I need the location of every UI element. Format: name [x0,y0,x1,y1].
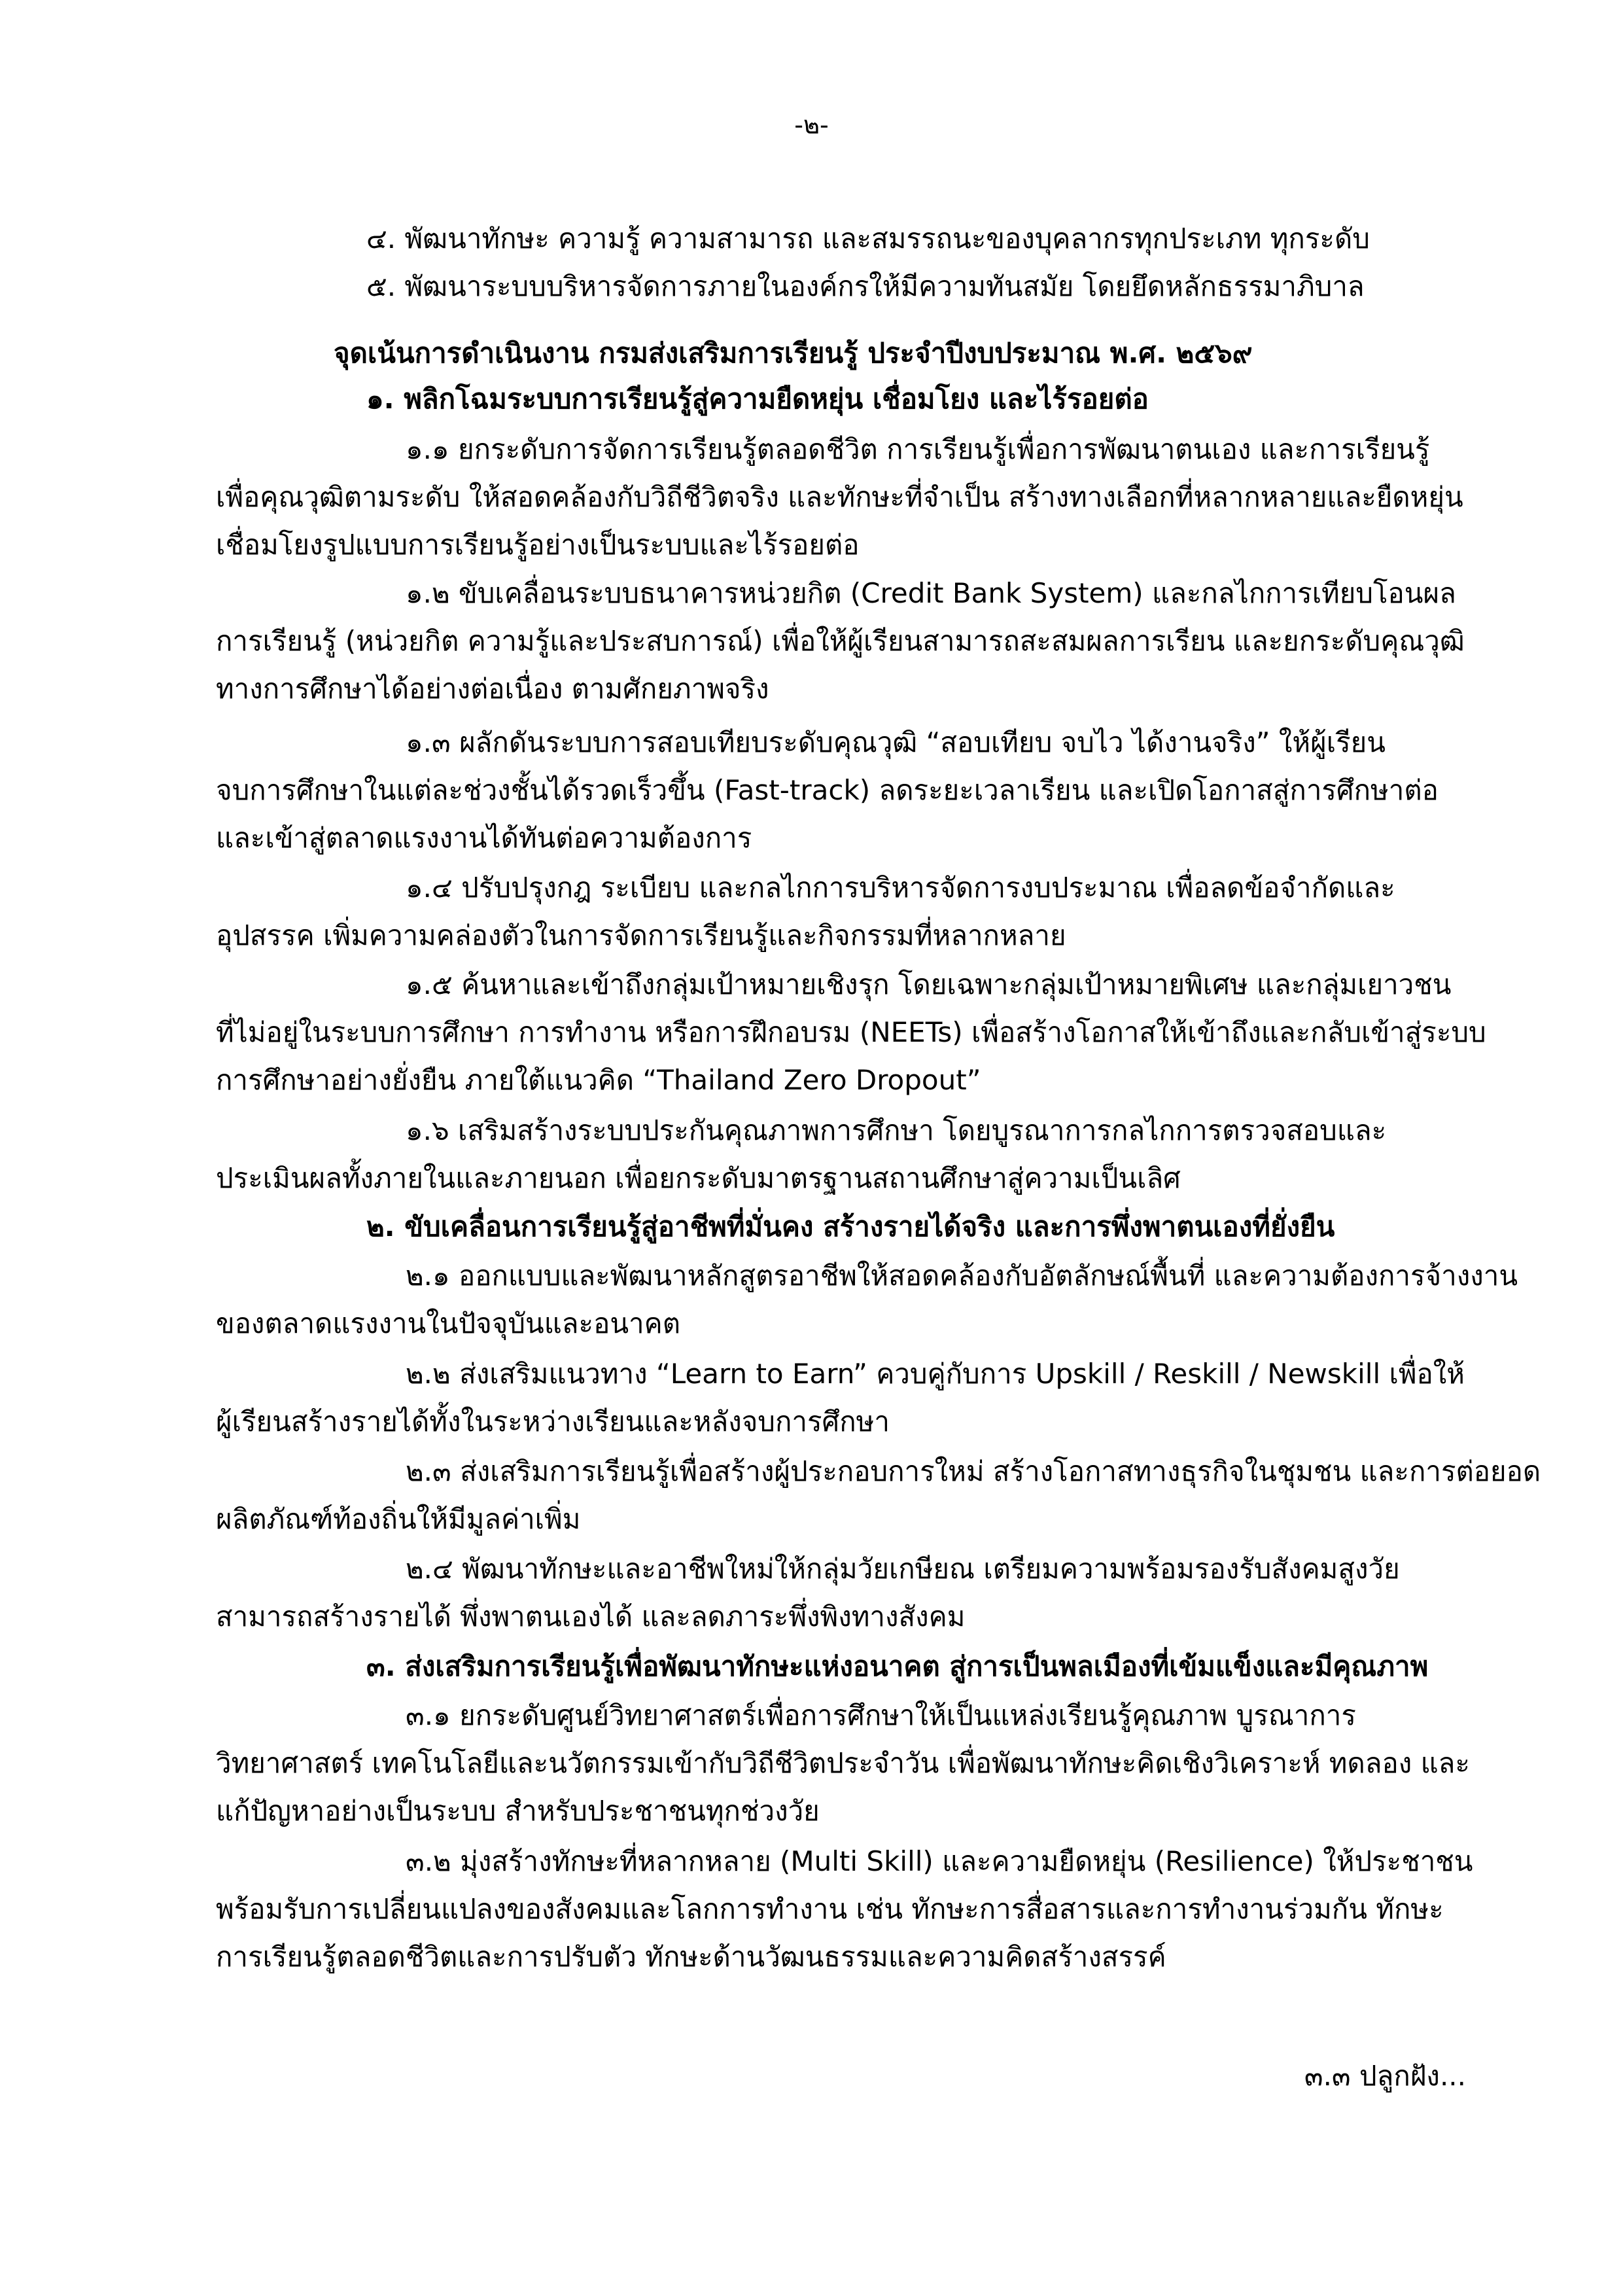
paragraph-line: ๓.๑ ยกระดับศูนย์วิทยาศาสตร์เพื่อการศึกษาให้เป็นแหล่งเรียนรู้คุณภาพ บูรณาการ [406,1699,1356,1731]
intro-item-4: ๔. พัฒนาทักษะ ความรู้ ความสามารถ และสมรรถนะของบุคลากรทุกประเภท ทุกระดับ [366,222,1370,255]
paragraph-line: สามารถสร้างรายได้ พึ่งพาตนเองได้ และลดภาระพึ่งพิงทางสังคม [216,1600,966,1633]
paragraph-line: ๒.๒ ส่งเสริมแนวทาง “Learn to Earn” ควบคู่กับการ Upskill / Reskill / Newskill เพื่อให้ [406,1358,1465,1390]
page-number: -๒- [794,111,829,139]
topic-heading: ๓. ส่งเสริมการเรียนรู้เพื่อพัฒนาทักษะแห่งอนาคต สู่การเป็นพลเมืองที่เข้มแข็งและมีคุณภาพ [366,1650,1429,1682]
topic-heading: ๑. พลิกโฉมระบบการเรียนรู้สู่ความยืดหยุ่น เชื่อมโยง และไร้รอยต่อ [366,383,1149,415]
paragraph-line: ๑.๖ เสริมสร้างระบบประกันคุณภาพการศึกษา โดยบูรณาการกลไกการตรวจสอบและ [406,1114,1387,1146]
paragraph-line: ๑.๕ ค้นหาและเข้าถึงกลุ่มเป้าหมายเชิงรุก โดยเฉพาะกลุ่มเป้าหมายพิเศษ และกลุ่มเยาวชน [406,968,1452,1000]
paragraph-line: ประเมินผลทั้งภายในและภายนอก เพื่อยกระดับมาตรฐานสถานศึกษาสู่ความเป็นเลิศ [216,1162,1181,1194]
paragraph-line: พร้อมรับการเปลี่ยนแปลงของสังคมและโลกการทำงาน เช่น ทักษะการสื่อสารและการทำงานร่วมกัน ทักษะ [216,1893,1444,1925]
paragraph-line: ของตลาดแรงงานในปัจจุบันและอนาคต [216,1307,680,1339]
paragraph-line: ผู้เรียนสร้างรายได้ทั้งในระหว่างเรียนและหลังจบการศึกษา [216,1405,890,1438]
paragraph-line: ๑.๒ ขับเคลื่อนระบบธนาคารหน่วยกิต (Credit Bank System) และกลไกการเทียบโอนผล [406,577,1456,609]
paragraph-line: วิทยาศาสตร์ เทคโนโลยีและนวัตกรรมเข้ากับวิถีชีวิตประจำวัน เพื่อพัฒนาทักษะคิดเชิงวิเคราะห์ ทดลอง และ [216,1747,1470,1779]
section-title: จุดเน้นการดำเนินงาน กรมส่งเสริมการเรียนรู้ ประจำปีงบประมาณ พ.ศ. ๒๕๖๙ [334,337,1253,369]
paragraph-line: การเรียนรู้ตลอดชีวิตและการปรับตัว ทักษะด้านวัฒนธรรมและความคิดสร้างสรรค์ [216,1941,1166,1973]
paragraph-line: ๒.๔ พัฒนาทักษะและอาชีพใหม่ให้กลุ่มวัยเกษียณ เตรียมความพร้อมรองรับสังคมสูงวัย [406,1553,1400,1585]
paragraph-line: ทางการศึกษาได้อย่างต่อเนื่อง ตามศักยภาพจริง [216,673,769,705]
paragraph-line: ๑.๓ ผลักดันระบบการสอบเทียบระดับคุณวุฒิ “สอบเทียบ จบไว ได้งานจริง” ให้ผู้เรียน [406,726,1386,758]
paragraph-line: เพื่อคุณวุฒิตามระดับ ให้สอดคล้องกับวิถีชีวิตจริง และทักษะที่จำเป็น สร้างทางเลือกที่หลากหลายและยืดหยุ่น [216,481,1463,513]
paragraph-line: ผลิตภัณฑ์ท้องถิ่นให้มีมูลค่าเพิ่ม [216,1503,581,1535]
topic-heading: ๒. ขับเคลื่อนการเรียนรู้สู่อาชีพที่มั่นคง สร้างรายได้จริง และการพึ่งพาตนเองที่ยั่งยืน [366,1210,1335,1243]
paragraph-line: การเรียนรู้ (หน่วยกิต ความรู้และประสบการณ์) เพื่อให้ผู้เรียนสามารถสะสมผลการเรียน และยกระดับคุณวุฒิ [216,625,1465,657]
paragraph-line: เชื่อมโยงรูปแบบการเรียนรู้อย่างเป็นระบบและไร้รอยต่อ [216,529,860,561]
paragraph-line: จบการศึกษาในแต่ละช่วงชั้นได้รวดเร็วขึ้น (Fast-track) ลดระยะเวลาเรียน และเปิดโอกาสสู่การศึกษาต่อ [216,774,1439,806]
paragraph-line: ๑.๔ ปรับปรุงกฎ ระเบียบ และกลไกการบริหารจัดการงบประมาณ เพื่อลดข้อจำกัดและ [406,872,1395,904]
continuation-text: ๓.๓ ปลูกฝัง... [1304,2060,1466,2092]
paragraph-line: ๒.๑ ออกแบบและพัฒนาหลักสูตรอาชีพให้สอดคล้องกับอัตลักษณ์พื้นที่ และความต้องการจ้างงาน [406,1260,1518,1292]
paragraph-line: และเข้าสู่ตลาดแรงงานได้ทันต่อความต้องการ [216,822,752,854]
paragraph-line: อุปสรรค เพิ่มความคล่องตัวในการจัดการเรียนรู้และกิจกรรมที่หลากหลาย [216,919,1066,951]
paragraph-line: แก้ปัญหาอย่างเป็นระบบ สำหรับประชาชนทุกช่วงวัย [216,1795,820,1827]
intro-item-5: ๕. พัฒนาระบบบริหารจัดการภายในองค์กรให้มีความทันสมัย โดยยึดหลักธรรมาภิบาล [366,270,1365,302]
paragraph-line: ๑.๑ ยกระดับการจัดการเรียนรู้ตลอดชีวิต การเรียนรู้เพื่อการพัฒนาตนเอง และการเรียนรู้ [406,433,1430,465]
paragraph-line: การศึกษาอย่างยั่งยืน ภายใต้แนวคิด “Thailand Zero Dropout” [216,1064,981,1096]
paragraph-line: ๓.๒ มุ่งสร้างทักษะที่หลากหลาย (Multi Skill) และความยืดหยุ่น (Resilience) ให้ประชาชน [406,1845,1473,1877]
paragraph-line: ๒.๓ ส่งเสริมการเรียนรู้เพื่อสร้างผู้ประกอบการใหม่ สร้างโอกาสทางธุรกิจในชุมชน และการต่อยอด [406,1455,1541,1487]
paragraph-line: ที่ไม่อยู่ในระบบการศึกษา การทำงาน หรือการฝึกอบรม (NEETs) เพื่อสร้างโอกาสให้เข้าถึงและกลับเข้าสู่ระบบ [216,1016,1486,1048]
